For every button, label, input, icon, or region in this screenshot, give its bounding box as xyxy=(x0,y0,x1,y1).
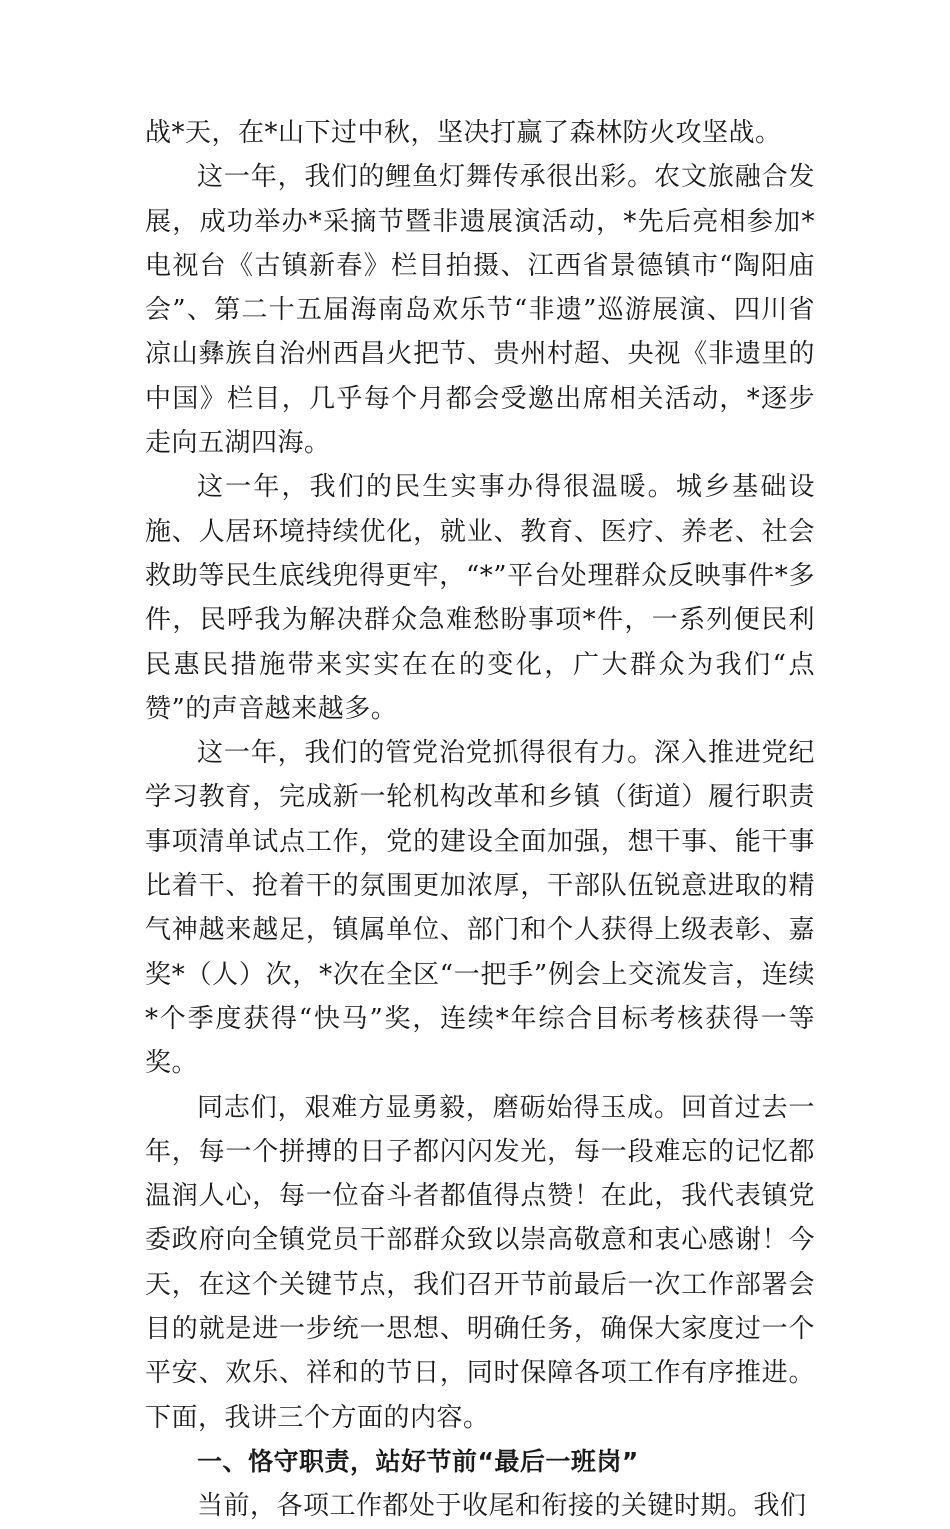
paragraph-closing: 当前，各项工作都处于收尾和衔接的关键时期。我们 xyxy=(197,1491,807,1522)
paragraph-comrades: 同志们，艰难方显勇毅，磨砺始得玉成。回首过去一年，每一个拼搏的日子都闪闪发光，每一段难忘的记忆都温润人心，每一位奋斗者都值得点赞！在此，我代表镇党委政府向全镇党员干部群众致以崇高敬意和衷心感谢！今天，在这个关键节点，我们召开节前最后一次工作部署会目的就是进一步统一思想、明确任务，确保大家度过一个平安、欢乐、祥和的节日，同时保障各项工作有序推进。下面，我讲三个方面的内容。 xyxy=(145,1092,815,1433)
paragraph-livelihood: 这一年，我们的民生实事办得很温暖。城乡基础设施、人居环境持续优化，就业、教育、医疗、养老、社会救助等民生底线兜得更牢，“*”平台处理群众反映事件*多件，民呼我为解决群众急难愁盼事项*件，一系列便民利民惠民措施带来实实在在的变化，广大群众为我们“点赞”的声音越来越多。 xyxy=(145,472,815,724)
document-body xyxy=(145,111,815,1529)
paragraph-party-governance: 这一年，我们的管党治党抓得很有力。深入推进党纪学习教育，完成新一轮机构改革和乡镇（街道）履行职责事项清单试点工作，党的建设全面加强，想干事、能干事比着干、抢着干的氛围更加浓厚，干部队伍锐意进取的精气神越来越足，镇属单位、部门和个人获得上级表彰、嘉奖*（人）次，*次在全区“一把手”例会上交流发言，连续*个季度获得“快马”奖，连续*年综合目标考核获得一等奖。 xyxy=(145,738,815,1079)
paragraph-carp-lantern-dance: 这一年，我们的鲤鱼灯舞传承很出彩。农文旅融合发展，成功举办*采摘节暨非遗展演活动，*先后亮相参加*电视台《古镇新春》栏目拍摄、江西省景德镇市“陶阳庙会”、第二十五届海南岛欢乐节“非遗”巡游展演、四川省凉山彝族自治州西昌火把节、贵州村超、央视《非遗里的中国》栏目，几乎每个月都会受邀出席相关活动，*逐步走向五湖四海。 xyxy=(145,162,815,459)
section-heading: 一、恪守职责，站好节前“最后一班岗” xyxy=(197,1446,639,1476)
paragraph-continuation: 战*天，在*山下过中秋，坚决打赢了森林防火攻坚战。 xyxy=(145,118,782,148)
